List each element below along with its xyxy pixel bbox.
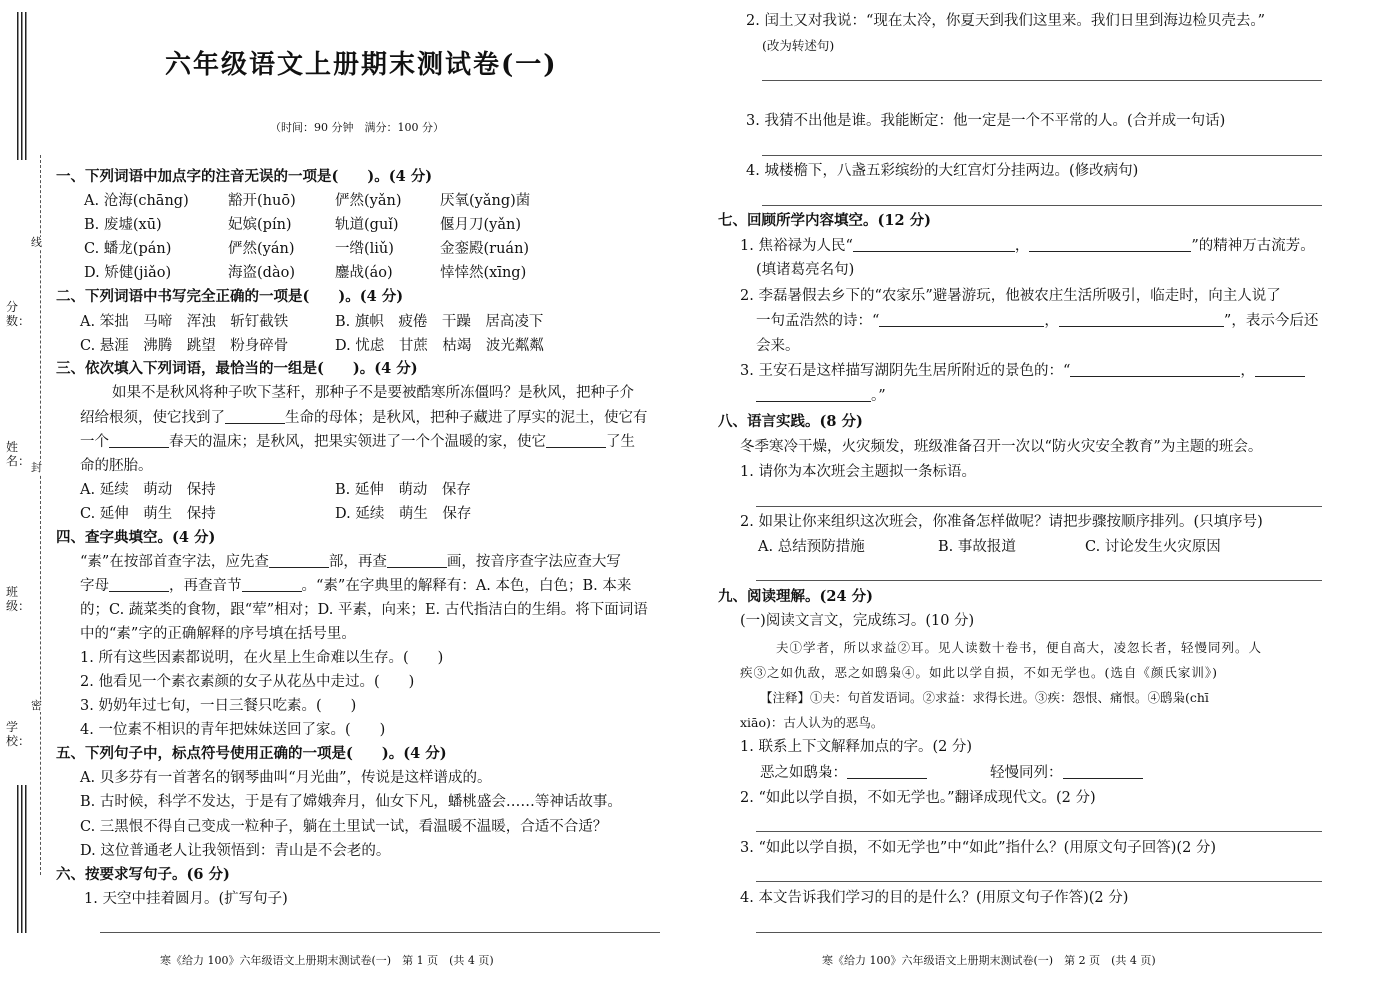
q9-blank-1b[interactable] [1063, 764, 1143, 779]
q9-classical-text-line1: 夫①学者，所以求益②耳。见人读数十卷书，便自高大，凌忽长者，轻慢同列。人 [776, 640, 1263, 655]
q1-option-d-1: D. 矫健(jiǎo) [84, 265, 172, 281]
q6-answer-line-2[interactable] [762, 80, 1322, 81]
q5-option-b: B. 古时候，科学不发达，于是有了嫦娥奔月，仙女下凡，蟠桃盛会……等神话故事。 [80, 794, 622, 810]
q6-sentence-1: 1. 天空中挂着圆月。(扩写句子) [84, 891, 288, 907]
side-seal-char: 封 [31, 462, 45, 474]
q8-option-a: A. 总结预防措施 [758, 539, 865, 555]
q4-sentence-2: 2. 他看见一个素衣素颜的女子从花丛中走过。( ) [80, 674, 415, 690]
q8-item-1: 1. 请你为本次班会主题拟一条标语。 [740, 464, 976, 480]
q4-sentence-1: 1. 所有这些因素都说明，在火星上生命难以生存。( ) [80, 650, 444, 666]
q7-blank-3c[interactable] [756, 387, 871, 402]
q4-blank-radical[interactable] [269, 553, 329, 568]
footer-page-2: 寒《给力 100》六年级语文上册期末测试卷(一) 第 2 页 (共 4 页) [822, 954, 1156, 967]
q9-classical-text-line2: 疾③之如仇敌，恶之如鸱枭④。如此以学自损，不如无学也。(选自《颜氏家训》) [740, 665, 1219, 680]
q9-answer-line-3[interactable] [756, 881, 1322, 882]
q3-passage-line2: 绍给根须，使它找到了 生命的母体；是秋风，把种子藏进了厚实的泥土，使它有 [80, 410, 648, 426]
q8-intro: 冬季寒冷干燥，火灾频发，班级准备召开一次以“防火灾安全教育”为主题的班会。 [740, 439, 1263, 455]
side-class-label: 班级： [6, 585, 31, 613]
q9-item-1-blank-b: 轻慢同列： [990, 764, 1143, 782]
q9-item-1: 1. 联系上下文解释加点的字。(2 分) [740, 739, 973, 755]
q4-blank-letter[interactable] [109, 577, 169, 592]
q5-option-c: C. 三黑恨不得自己变成一粒种子，躺在土里试一试，看温暖不温暖，合适不合适？ [80, 819, 608, 835]
q8-heading: 八、语言实践。(8 分) [718, 413, 863, 430]
q3-passage-line3: 一个 春天的温床；是秋风，把果实领进了一个个温暖的家，使它 了生 [80, 434, 635, 450]
q1-option-c-3: 一绺(liǔ) [335, 241, 394, 257]
footer-page-1: 寒《给力 100》六年级语文上册期末测试卷(一) 第 1 页 (共 4 页) [160, 954, 494, 967]
q2-option-d: D. 忧虑 甘蔗 枯竭 波光粼粼 [335, 338, 544, 354]
q8-option-b: B. 事故报道 [938, 539, 1016, 555]
q1-option-a-1: A. 沧海(chāng) [84, 193, 189, 209]
binding-dashed-line [40, 155, 41, 875]
binding-bars-bottom [17, 785, 29, 933]
q7-item-2-line2: 一句孟浩然的诗：“ ， ”，表示今后还 [756, 313, 1319, 329]
q7-item-1: 1. 焦裕禄为人民“ ， ”的精神万古流芳。 [740, 238, 1315, 254]
q1-heading: 一、下列词语中加点字的注音无误的一项是( )。(4 分) [56, 168, 433, 185]
q3-heading: 三、依次填入下列词语，最恰当的一组是( )。(4 分) [56, 360, 418, 377]
q1-option-b-4: 偃月刀(yǎn) [440, 217, 521, 233]
q9-section-1-title: (一)阅读文言文，完成练习。(10 分) [740, 613, 975, 629]
q7-blank-2a[interactable] [879, 312, 1044, 327]
q1-option-b-1: B. 废墟(xū) [84, 217, 162, 233]
q9-answer-line-4[interactable] [756, 932, 1322, 933]
exam-subtitle: （时间：90 分钟 满分：100 分） [270, 121, 444, 134]
q4-blank-syllable[interactable] [242, 577, 302, 592]
q2-heading: 二、下列词语中书写完全正确的一项是( )。(4 分) [56, 288, 404, 305]
q9-item-4: 4. 本文告诉我们学习的目的是什么？(用原文句子作答)(2 分) [740, 890, 1129, 906]
q7-blank-3b[interactable] [1255, 362, 1305, 377]
q7-item-2-line3: 会来。 [756, 338, 800, 354]
q8-option-c: C. 讨论发生火灾原因 [1085, 539, 1221, 555]
side-school-label: 学校： [6, 720, 31, 748]
q1-option-c-2: 俨然(yán) [228, 241, 295, 257]
q4-heading: 四、查字典填空。(4 分) [56, 529, 216, 546]
q1-option-d-4: 悻悻然(xīng) [440, 265, 527, 281]
q1-option-c-1: C. 蟠龙(pán) [84, 241, 172, 257]
side-secret-char: 密 [31, 700, 45, 712]
binding-bars-top [17, 12, 29, 160]
q6-answer-line-1[interactable] [100, 932, 660, 933]
q7-blank-1b[interactable] [1029, 237, 1191, 252]
q7-blank-1a[interactable] [853, 237, 1015, 252]
q4-passage-line1: “素”在按部首查字法，应先查 部，再查 画，按音序查字法应查大写 [80, 554, 621, 570]
q3-blank-1[interactable] [225, 409, 285, 424]
q9-item-3: 3. “如此以学自损，不如无学也”中“如此”指什么？(用原文句子回答)(2 分) [740, 840, 1217, 856]
q9-item-2: 2. “如此以学自损，不如无学也。”翻译成现代文。(2 分) [740, 790, 1096, 806]
side-score-label: 分数： [6, 300, 31, 328]
q1-option-a-2: 豁开(huō) [228, 193, 296, 209]
q7-heading: 七、回顾所学内容填空。(12 分) [718, 212, 931, 229]
q2-option-a: A. 笨拙 马啼 浑浊 斩钉截铁 [80, 314, 289, 330]
q4-passage-line2: 字母 ，再查音节 。“素”在字典里的解释有：A. 本色，白色；B. 本来 [80, 578, 632, 594]
q7-item-3-line2: 。” [756, 387, 886, 405]
q3-blank-3[interactable] [546, 433, 606, 448]
q5-heading: 五、下列句子中，标点符号使用正确的一项是( )。(4 分) [56, 745, 447, 762]
q6-sentence-3: 3. 我猜不出他是谁。我能断定：他一定是一个不平常的人。(合并成一句话) [746, 113, 1226, 129]
q4-sentence-3: 3. 奶奶年过七旬，一日三餐只吃素。( ) [80, 698, 357, 714]
q3-passage-line4: 命的胚胎。 [80, 458, 153, 474]
q1-option-a-3: 俨然(yǎn) [335, 193, 402, 209]
q2-option-b: B. 旗帜 疲倦 干躁 居高凌下 [335, 314, 544, 330]
q9-blank-1a[interactable] [847, 764, 927, 779]
q8-answer-line-1[interactable] [756, 506, 1322, 507]
q6-answer-line-4[interactable] [762, 205, 1322, 206]
side-name-label: 姓名： [6, 440, 31, 468]
q9-answer-line-2[interactable] [756, 831, 1322, 832]
q3-option-b: B. 延伸 萌动 保存 [335, 482, 471, 498]
q7-blank-2b[interactable] [1059, 312, 1224, 327]
q3-option-c: C. 延伸 萌生 保持 [80, 506, 216, 522]
q3-passage-line1: 如果不是秋风将种子吹下茎秆，那种子不是要被酷寒所冻僵吗？是秋风，把种子介 [112, 385, 634, 401]
q5-option-a: A. 贝多芬有一首著名的钢琴曲叫“月光曲”，传说是这样谱成的。 [80, 770, 492, 786]
q8-item-2: 2. 如果让你来组织这次班会，你准备怎样做呢？请把步骤按顺序排列。(只填序号) [740, 514, 1263, 530]
q9-heading: 九、阅读理解。(24 分) [718, 588, 873, 605]
page-title: 六年级语文上册期末测试卷(一) [165, 50, 558, 80]
q6-answer-line-3[interactable] [762, 155, 1322, 156]
q7-item-2: 2. 李磊暑假去乡下的“农家乐”避暑游玩，他被农庄生活所吸引，临走时，向主人说了 [740, 288, 1281, 304]
q4-passage-line4: 中的“素”字的正确解释的序号填在括号里。 [80, 626, 356, 642]
q4-passage-line3: 的；C. 蔬菜类的食物，跟“荤”相对；D. 平素，向来；E. 古代指洁白的生绢。将下面词语 [80, 602, 648, 618]
q4-sentence-4: 4. 一位素不相识的青年把妹妹送回了家。( ) [80, 722, 386, 738]
q1-option-d-2: 海盗(dào) [228, 265, 295, 281]
q3-blank-2[interactable] [109, 433, 169, 448]
q5-option-d: D. 这位普通老人让我领悟到：青山是不会老的。 [80, 843, 391, 859]
q7-blank-3a[interactable] [1070, 362, 1240, 377]
q9-notes-line1: 【注释】①夫：句首发语词。②求益：求得长进。③疾：怨恨、痛恨。④鸱枭(chī [760, 690, 1209, 705]
q6-sentence-4: 4. 城楼檐下，八盏五彩缤纷的大红宫灯分挂两边。(修改病句) [746, 163, 1139, 179]
q1-option-c-4: 金銮殿(ruán) [440, 241, 530, 257]
q1-option-b-3: 轨道(guǐ) [335, 217, 399, 233]
q7-item-3: 3. 王安石是这样描写湖阴先生居所附近的景色的：“ ， [740, 362, 1305, 380]
q6-sentence-2-instruction: (改为转述句) [762, 38, 835, 53]
q3-option-d: D. 延续 萌生 保存 [335, 506, 472, 522]
q6-sentence-2: 2. 闰土又对我说：“现在太冷，你夏天到我们这里来。我们日里到海边检贝壳去。” [746, 13, 1266, 29]
q7-item-1-note: (填诸葛亮名句) [756, 262, 855, 278]
q9-notes-line2: xiāo)：古人认为的恶鸟。 [740, 715, 884, 730]
q1-option-a-4: 厌氧(yǎng)菌 [440, 193, 531, 209]
q1-option-d-3: 鏖战(áo) [335, 265, 393, 281]
q3-option-a: A. 延续 萌动 保持 [80, 482, 216, 498]
q6-heading: 六、按要求写句子。(6 分) [56, 866, 230, 883]
q4-blank-strokes[interactable] [387, 553, 447, 568]
q8-answer-line-2[interactable] [756, 580, 1322, 581]
side-line-char: 线 [31, 237, 45, 249]
q1-option-b-2: 妃嫔(pín) [228, 217, 292, 233]
q9-item-1-blank-a: 恶之如鸱枭： [760, 764, 927, 782]
q2-option-c: C. 悬涯 沸腾 跳望 粉身碎骨 [80, 338, 289, 354]
